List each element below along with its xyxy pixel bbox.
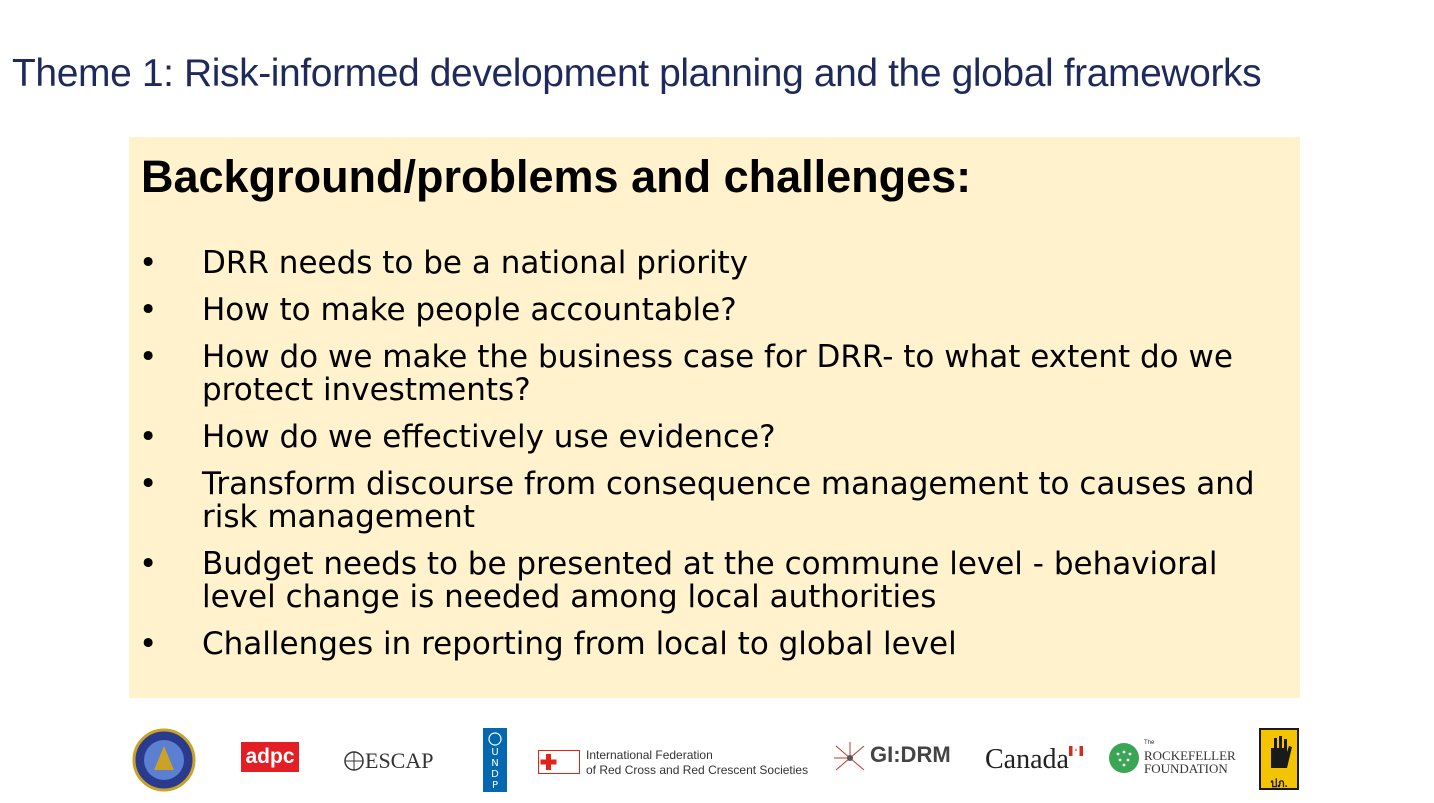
escap-logo (343, 748, 439, 774)
list-item-text: DRR needs to be a national priority (202, 245, 749, 281)
network-icon (832, 740, 868, 776)
list-item (129, 628, 1300, 661)
canada-text: Canada (985, 744, 1069, 775)
bullet-icon: • (139, 419, 158, 455)
list-item-text: How to make people accountable? (202, 292, 737, 328)
canada-logo (985, 744, 1085, 776)
undp-letter: U (491, 747, 499, 758)
list-item (129, 247, 1300, 280)
slide-title: Theme 1: Risk-informed development planning and the global frameworks (12, 52, 1262, 95)
ifrc-logo (538, 748, 818, 780)
list-item (129, 294, 1300, 327)
list-item (129, 548, 1300, 614)
cambodia-ncdm-logo (132, 728, 196, 792)
list-item-text: Budget needs to be presented at the commune level - behavioral level change is needed among local authorities (202, 546, 1218, 615)
escap-text: ESCAP (365, 748, 434, 773)
list-item-text: Challenges in reporting from local to global level (202, 626, 957, 662)
list-item-text: How do we make the business case for DRR- to what extent do we protect investments? (202, 339, 1233, 408)
challenges-list (129, 247, 1300, 675)
undp-letter: N (491, 758, 499, 769)
bullet-icon: • (139, 466, 158, 502)
bullet-icon: • (139, 339, 158, 375)
rockefeller-line1: The (1144, 740, 1155, 746)
bullet-icon: • (139, 626, 158, 662)
rockefeller-globe-icon (1108, 742, 1140, 774)
canada-flag-icon (1069, 746, 1083, 756)
undp-logo (483, 728, 507, 792)
bullet-icon: • (139, 292, 158, 328)
un-globe-icon (343, 750, 365, 772)
hand-icon (1265, 734, 1293, 768)
partner-logos (0, 718, 1434, 803)
undp-letter: P (491, 780, 499, 791)
bullet-icon: • (139, 546, 158, 582)
rockefeller-logo (1108, 740, 1234, 780)
challenges-box (129, 137, 1300, 698)
ifrc-line1: International Federation (586, 748, 713, 762)
undp-letter: D (491, 769, 499, 780)
bullet-icon: • (139, 245, 158, 281)
ddpm-logo (1259, 728, 1299, 790)
gidrm-text: GI:DRM (870, 742, 951, 767)
adpc-text: adpc (245, 745, 295, 768)
ddpm-text: ปภ. (1270, 778, 1288, 790)
gidrm-logo (832, 740, 956, 780)
red-cross-crescent-icon (538, 750, 580, 774)
undp-globe-icon (487, 731, 503, 747)
list-item-text: How do we effectively use evidence? (202, 419, 776, 455)
ifrc-line2: of Red Cross and Red Crescent Societies (586, 763, 809, 777)
rockefeller-line3: FOUNDATION (1144, 761, 1228, 776)
section-heading: Background/problems and challenges: (141, 151, 972, 202)
ncdm-emblem-icon (132, 728, 196, 792)
list-item (129, 468, 1300, 534)
list-item (129, 341, 1300, 407)
rockefeller-line2: ROCKEFELLER (1144, 748, 1236, 763)
list-item-text: Transform discourse from consequence management to causes and risk management (202, 466, 1255, 535)
adpc-logo (241, 742, 299, 772)
list-item (129, 421, 1300, 454)
